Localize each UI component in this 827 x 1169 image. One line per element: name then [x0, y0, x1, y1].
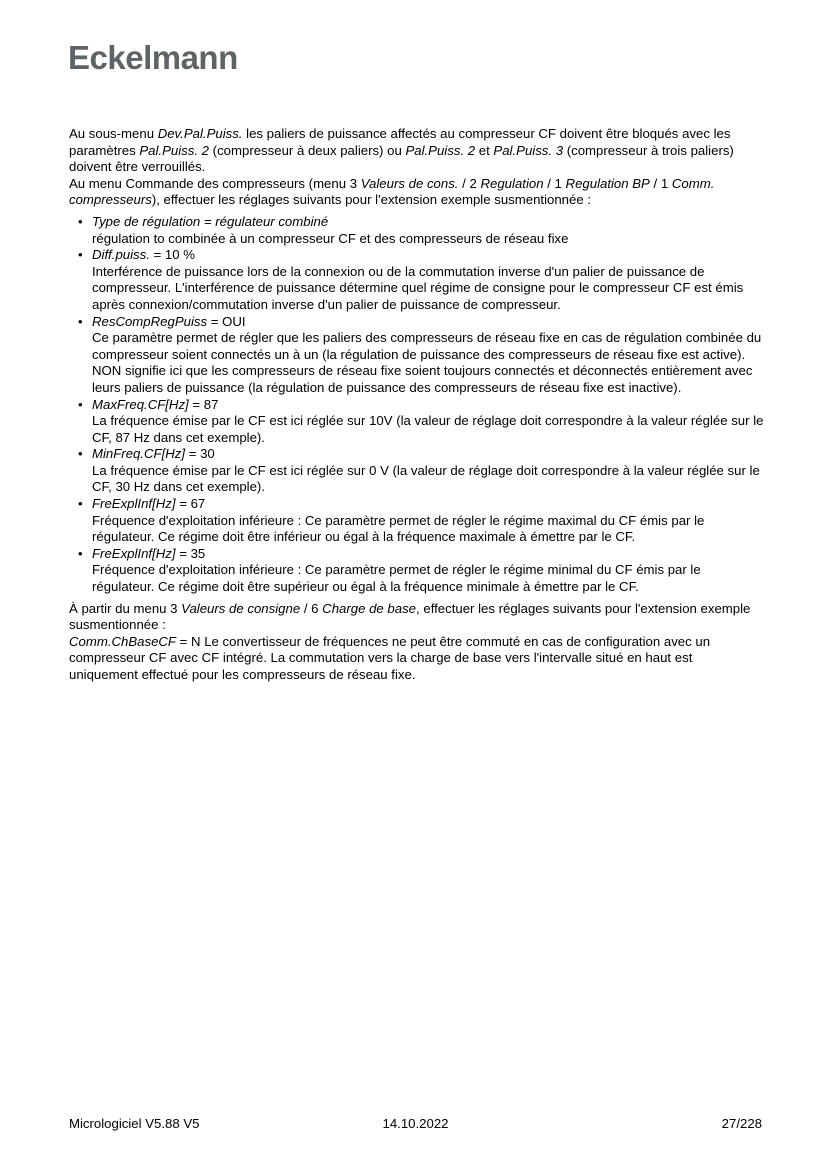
parameter-title: • MinFreq.CF[Hz] = 30 [92, 446, 215, 462]
list-item [69, 214, 764, 247]
parameter-title: • Type de régulation = régulateur combiné [92, 213, 329, 229]
company-logo: Eckelmann [68, 39, 238, 76]
list-item [69, 546, 764, 596]
intro-paragraph-1: Au sous-menu Dev.Pal.Puiss. les paliers de puissance affectés au compresseur CF doivent être bloqués avec les paramètres Pal.Puiss. 2 (compresseur à deux paliers) ou Pal.Puiss. 2 et Pal.Puiss. 3 (compresseur à trois paliers) doivent être verrouillés. [69, 126, 734, 175]
parameter-title: • MaxFreq.CF[Hz] = 87 [92, 396, 219, 412]
footer-version: Micrologiciel V5.88 V5 [69, 1116, 200, 1131]
list-item [69, 446, 764, 496]
parameter-title: • Diff.puiss. = 10 % [92, 247, 195, 263]
parameter-description: régulation to combinée à un compresseur CF et des compresseurs de réseau fixe [92, 230, 569, 246]
page-content [69, 126, 764, 684]
parameter-title: • FreExplInf[Hz] = 35 [92, 545, 206, 561]
closing-paragraph-2: Comm.ChBaseCF = N Le convertisseur de fréquences ne peut être commuté en cas de configuration avec un compresseur CF avec CF intégré. La commutation vers la charge de base vers l'intervalle situé en haut est uniquement effectué pour les compresseurs de réseau fixe. [69, 633, 711, 682]
parameter-description: La fréquence émise par le CF est ici réglée sur 10V (la valeur de réglage doit correspondre à la valeur réglée sur le CF, 87 Hz dans cet exemple). [92, 413, 764, 445]
closing-paragraph-1: À partir du menu 3 Valeurs de consigne / 6 Charge de base, effectuer les réglages suivants pour l'extension exemple susmentionnée : [69, 600, 751, 633]
list-item [69, 314, 764, 397]
page-footer [69, 1116, 762, 1132]
parameter-description: Fréquence d'exploitation inférieure : Ce paramètre permet de régler le régime maximal du CF émis par le régulateur. Ce régime doit être inférieur ou égal à la fréquence maximale à émettre par le CF. [92, 512, 705, 545]
footer-page-number: 27/228 [721, 1116, 762, 1131]
settings-bullet-list [69, 214, 764, 596]
list-item [69, 496, 764, 546]
footer-date: 14.10.2022 [382, 1116, 449, 1131]
parameter-description: La fréquence émise par le CF est ici réglée sur 0 V (la valeur de réglage doit correspondre à la valeur réglée sur le CF, 30 Hz dans cet exemple). [92, 462, 760, 495]
parameter-description: Ce paramètre permet de régler que les paliers des compresseurs de réseau fixe en cas de régulation combinée du compresseur soient connectés un à un (la régulation de puissance des compresseurs de réseau fixe est active). NON signifie ici que les compresseurs de réseau fixe soient toujours connectés et déconnectés entièrement avec leurs paliers de puissance (la régulation de puissance des compresseurs de réseau fixe est inactive). [92, 330, 762, 395]
intro-paragraph-2: Au menu Commande des compresseurs (menu 3 Valeurs de cons. / 2 Regulation / 1 Regulation BP / 1 Comm. compresseurs), effectuer les réglages suivants pour l'extension exemple susmentionnée : [69, 175, 715, 208]
parameter-description: Fréquence d'exploitation inférieure : Ce paramètre permet de régler le régime minimal du CF émis par le régulateur. Ce régime doit être supérieur ou égal à la fréquence minimale à émettre par le CF. [92, 562, 701, 595]
parameter-description: Interférence de puissance lors de la connexion ou de la commutation inverse d'un palier de puissance de compresseur. L'interférence de puissance détermine quel régime de consigne pour le compresseur CF est émis après connexion/commutation inverse d'un palier de puissance de compresseur. [92, 263, 744, 312]
parameter-title: • ResCompRegPuiss = OUI [92, 313, 246, 329]
list-item [69, 247, 764, 313]
list-item [69, 397, 764, 447]
parameter-title: • FreExplInf[Hz] = 67 [92, 496, 206, 512]
